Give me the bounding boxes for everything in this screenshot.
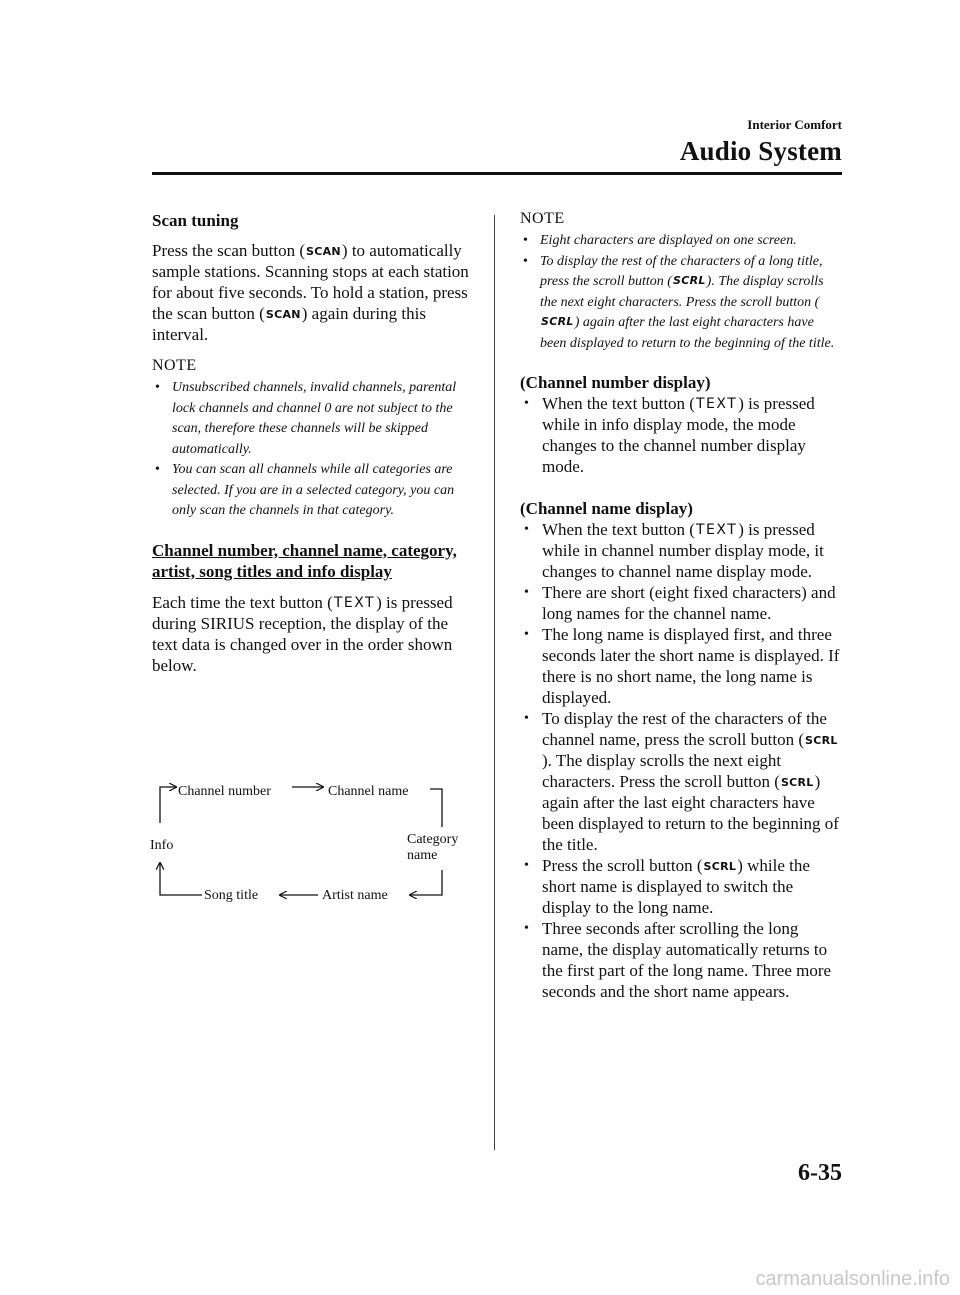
scroll-button-icon: SCRL: [541, 315, 574, 328]
arrow-info-to-channel-number: [160, 787, 176, 823]
note-item: • To display the rest of the characters of a long title, press the scroll button (SCRL). The display scrolls the next eight characters. Press the scroll button (SCRL) again after the last eight characters have been displayed to return to the beginning of the title.: [520, 252, 843, 355]
bullet-item: • There are short (eight fixed characters) and long names for the channel name.: [520, 582, 843, 624]
scan-tuning-paragraph: Press the scan button (SCAN) to automatically sample stations. Scanning stops at each station for about five seconds. To hold a station, press the scan button (SCAN) again during this interval.: [152, 241, 469, 344]
bullet-item: • Three seconds after scrolling the long name, the display automatically returns to the first part of the long name. Three more seconds and the short name appears.: [520, 918, 843, 1002]
scroll-button-icon: SCRL: [805, 734, 838, 747]
diagram-channel-name: Channel name: [328, 784, 409, 799]
channel-number-list: [520, 393, 843, 477]
channel-number-heading: (Channel number display): [520, 373, 711, 392]
left-column: [152, 210, 472, 676]
diagram-category-name: Category name: [407, 832, 459, 863]
note-item: • You can scan all channels while all categories are selected. If you are in a selected category, you can only scan the channels in that category.: [152, 460, 472, 522]
header-rule: [152, 172, 842, 175]
bullet-item: • Press the scroll button (SCRL) while the short name is displayed to switch the display to the long name.: [520, 855, 843, 918]
display-notes: [520, 231, 843, 354]
channel-name-list: [520, 519, 843, 1002]
note-item: • Unsubscribed channels, invalid channels, parental lock channels and channel 0 are not subject to the scan, therefore these channels will be skipped automatically.: [152, 378, 472, 460]
arrow-song-title-to-info: [160, 863, 202, 895]
display-order-diagram: [140, 775, 480, 915]
right-column: [520, 210, 843, 1002]
header-section: Interior Comfort: [747, 117, 842, 132]
scan-tuning-heading: Scan tuning: [152, 211, 239, 230]
scan-button-icon: SCAN: [305, 245, 341, 258]
text-button-icon: TEXT: [695, 396, 738, 412]
note-label: NOTE: [520, 210, 565, 227]
watermark: carmanualsonline.info: [755, 1268, 950, 1290]
bullet-item: • When the text button (TEXT) is pressed while in channel number display mode, it changes to channel name display mode.: [520, 519, 843, 582]
scroll-button-icon: SCRL: [703, 860, 737, 873]
page-number: 6-35: [798, 1160, 842, 1186]
scroll-button-icon: SCRL: [780, 776, 814, 789]
column-divider: [494, 215, 495, 1150]
scan-button-icon: SCAN: [265, 308, 301, 321]
bullet-item: • The long name is displayed first, and three seconds later the short name is displayed. If there is no short name, the long name is displayed.: [520, 624, 843, 708]
text-button-icon: TEXT: [333, 594, 376, 611]
diagram-info: Info: [150, 838, 174, 853]
note-label: NOTE: [152, 357, 197, 374]
arrow-channel-name-to-category: [430, 789, 442, 827]
display-heading: Channel number, channel name, category, artist, song titles and info display: [152, 540, 457, 581]
diagram-artist-name: Artist name: [322, 888, 388, 903]
channel-name-heading: (Channel name display): [520, 499, 693, 518]
display-paragraph: Each time the text button (TEXT) is pressed during SIRIUS reception, the display of the text data is changed over in the order shown below.: [152, 592, 453, 675]
text-button-icon: TEXT: [695, 522, 738, 538]
bullet-item: • To display the rest of the characters of the channel name, press the scroll button (SCRL). The display scrolls the next eight characters. Press the scroll button (SCRL) again after the last eight characters have been displayed to return to the beginning of the title.: [520, 708, 843, 855]
scan-notes: [152, 378, 472, 522]
page-title: Audio System: [679, 136, 842, 166]
scroll-button-icon: SCRL: [672, 274, 706, 287]
note-item: • Eight characters are displayed on one screen.: [520, 231, 843, 252]
bullet-item: • When the text button (TEXT) is pressed while in info display mode, the mode changes to the channel number display mode.: [520, 393, 843, 477]
diagram-song-title: Song title: [204, 888, 259, 903]
arrow-category-to-artist: [410, 870, 442, 895]
diagram-channel-number: Channel number: [178, 784, 271, 799]
